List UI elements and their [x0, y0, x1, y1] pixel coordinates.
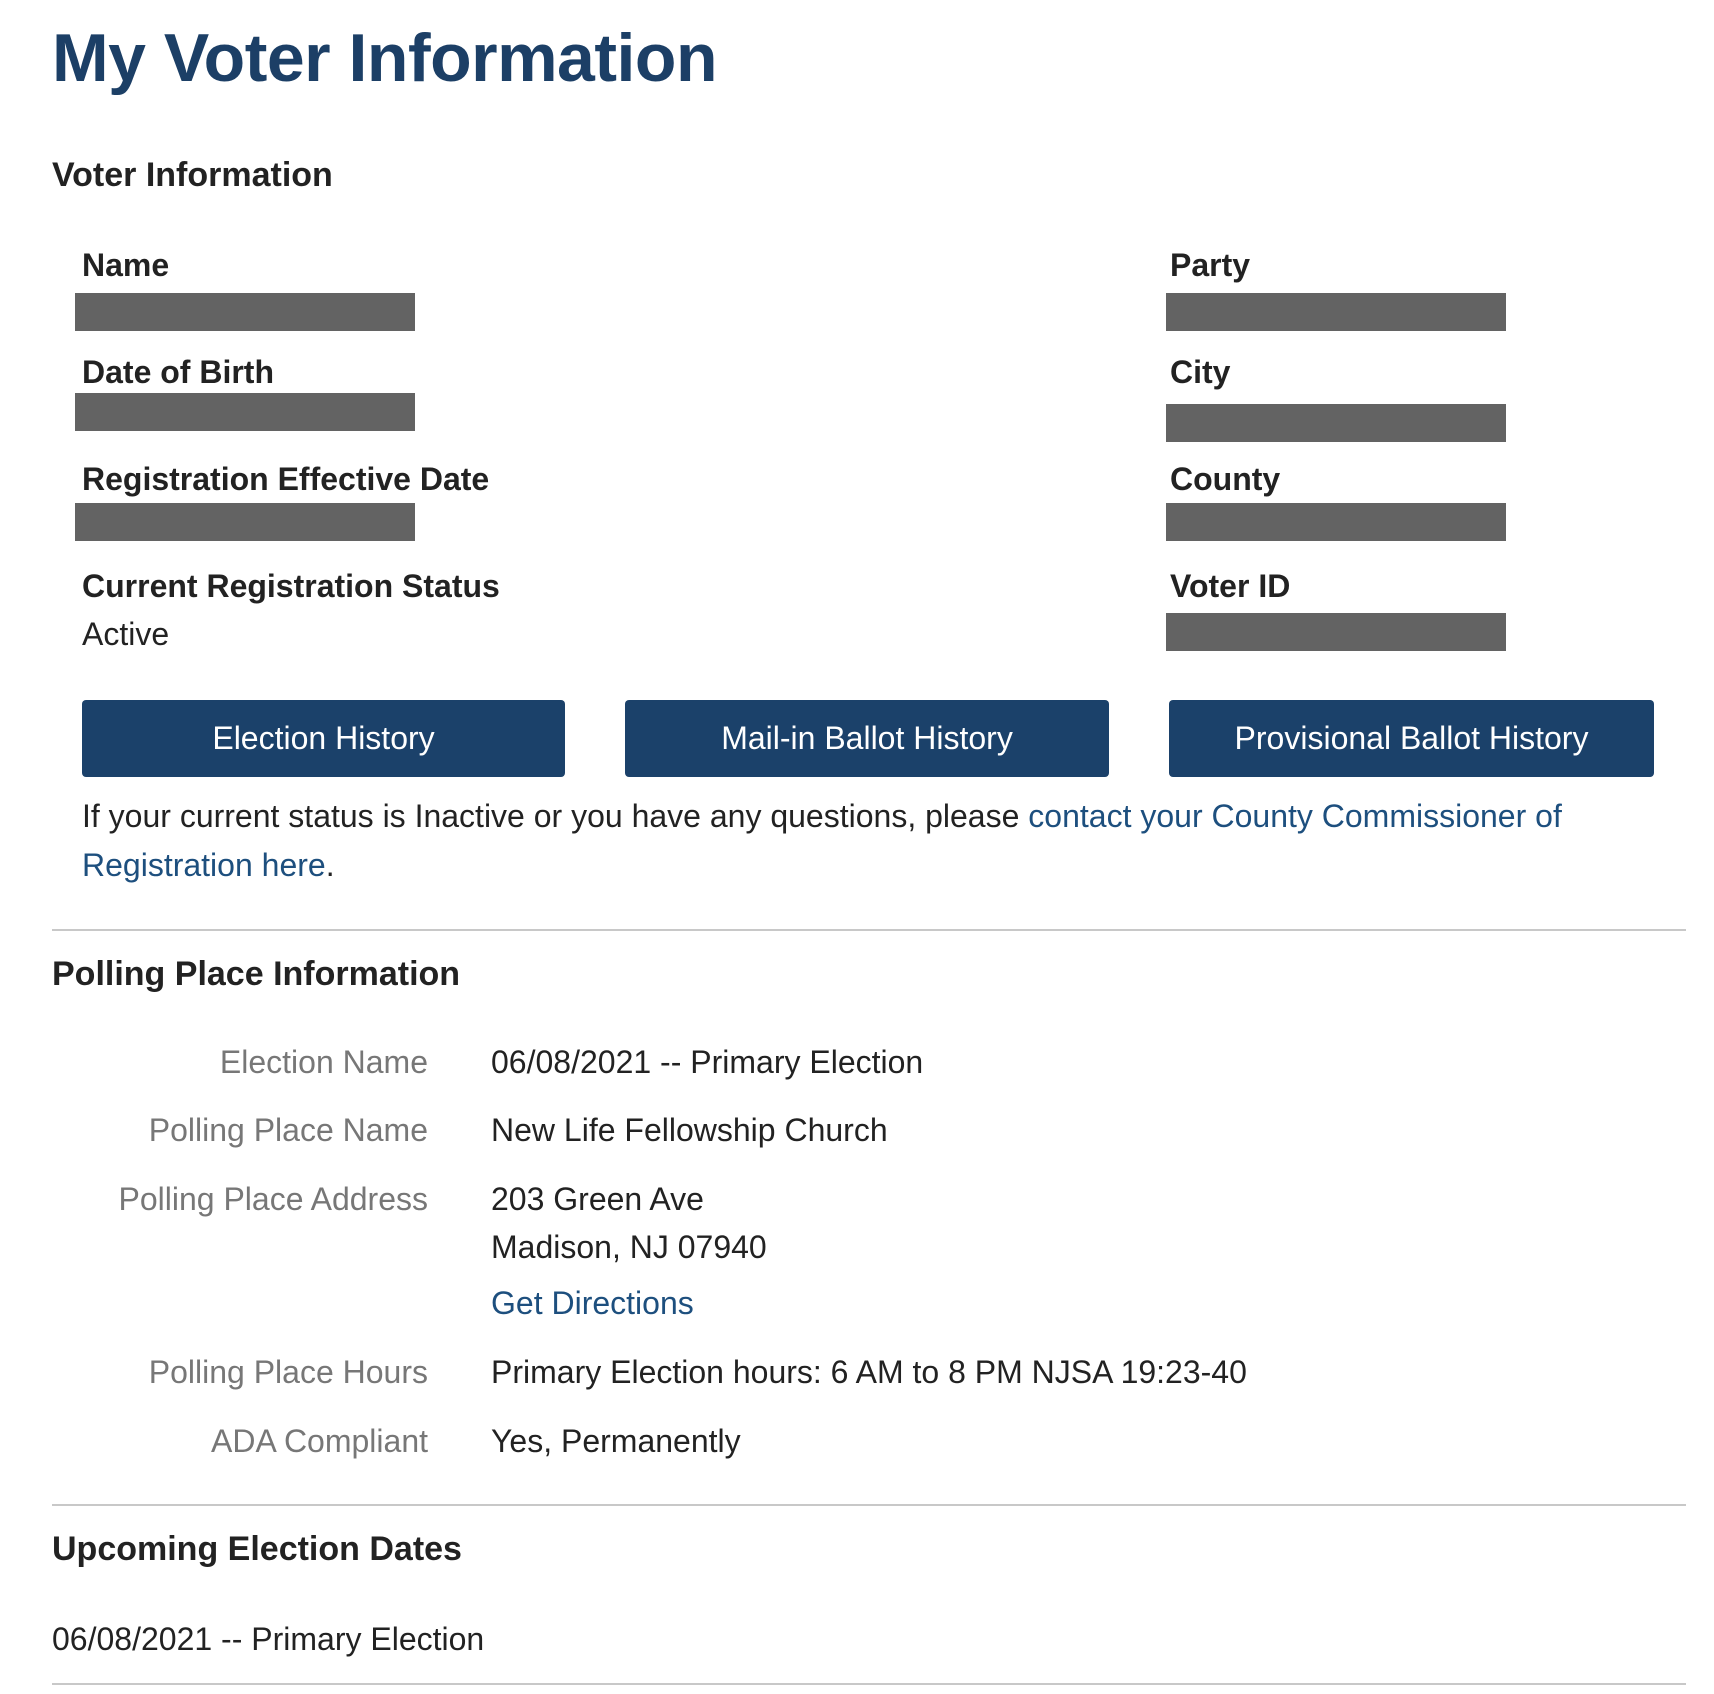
section-divider	[52, 1504, 1686, 1506]
polling-place-name-label: Polling Place Name	[148, 1112, 428, 1148]
section-divider	[52, 929, 1686, 931]
county-label: County	[1170, 461, 1281, 497]
voter-id-label: Voter ID	[1170, 568, 1291, 604]
party-label: Party	[1170, 247, 1251, 283]
provisional-ballot-history-button[interactable]: Provisional Ballot History	[1169, 700, 1654, 777]
status-notice-text: If your current status is Inactive or you have any questions, please	[82, 798, 1029, 834]
county-redacted-value	[1166, 503, 1506, 541]
polling-place-hours-label: Polling Place Hours	[148, 1354, 428, 1390]
registration-effective-date-redacted-value	[75, 503, 415, 541]
upcoming-election-item: 06/08/2021 -- Primary Election	[52, 1621, 485, 1657]
voter-id-redacted-value	[1166, 613, 1506, 651]
contact-county-commissioner-link[interactable]: contact your County Commissioner of Registration here	[82, 798, 1562, 883]
city-redacted-value	[1166, 404, 1506, 442]
date-of-birth-label: Date of Birth	[82, 354, 274, 390]
get-directions-link[interactable]: Get Directions	[491, 1285, 694, 1321]
registration-effective-date-label: Registration Effective Date	[82, 461, 490, 497]
page-title: My Voter Information	[52, 20, 717, 96]
city-label: City	[1170, 354, 1231, 390]
election-history-button[interactable]: Election History	[82, 700, 565, 777]
ada-compliant-value: Yes, Permanently	[491, 1423, 741, 1459]
party-redacted-value	[1166, 293, 1506, 331]
polling-place-address-line1: 203 Green Ave	[491, 1181, 704, 1217]
upcoming-elections-heading: Upcoming Election Dates	[52, 1530, 462, 1568]
polling-place-hours-value: Primary Election hours: 6 AM to 8 PM NJSA 19:23-40	[491, 1354, 1247, 1390]
mail-in-ballot-history-button[interactable]: Mail-in Ballot History	[625, 700, 1109, 777]
section-divider	[52, 1683, 1686, 1685]
polling-place-heading: Polling Place Information	[52, 955, 461, 993]
status-notice	[82, 792, 1642, 890]
status-notice-end: .	[325, 847, 335, 883]
voter-information-heading: Voter Information	[52, 156, 333, 194]
date-of-birth-redacted-value	[75, 393, 415, 431]
ada-compliant-label: ADA Compliant	[211, 1423, 428, 1459]
name-redacted-value	[75, 293, 415, 331]
election-name-value: 06/08/2021 -- Primary Election	[491, 1044, 924, 1080]
polling-place-address-label: Polling Place Address	[118, 1181, 428, 1217]
polling-place-address-line2: Madison, NJ 07940	[491, 1229, 767, 1265]
polling-place-name-value: New Life Fellowship Church	[491, 1112, 888, 1148]
registration-status-label: Current Registration Status	[82, 568, 500, 604]
name-label: Name	[82, 247, 170, 283]
registration-status-value: Active	[82, 616, 170, 652]
election-name-label: Election Name	[219, 1044, 428, 1080]
